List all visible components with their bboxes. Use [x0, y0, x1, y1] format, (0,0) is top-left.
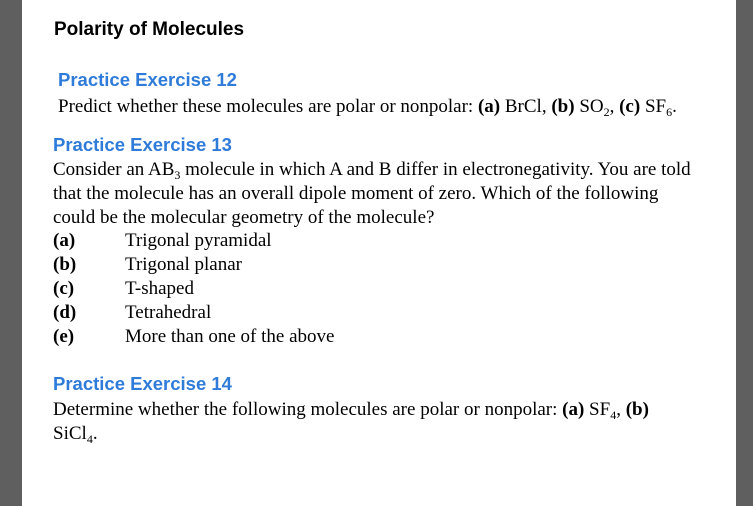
part-a-molecule: SF — [584, 399, 611, 420]
part-b-subscript: 4 — [86, 432, 93, 446]
exercise-13-title: Practice Exercise 13 — [53, 134, 232, 155]
option-text: More than one of the above — [125, 326, 335, 347]
exercise-12-question — [58, 95, 677, 119]
exercise-14-line-1 — [53, 398, 649, 422]
part-b-subscript: 2 — [603, 105, 610, 119]
option-text: Tetrahedral — [125, 302, 212, 323]
end-period: . — [92, 423, 98, 444]
part-a-molecule: BrCl, — [500, 96, 552, 117]
exercise-12-title: Practice Exercise 12 — [58, 69, 237, 90]
part-c-label: (c) — [619, 96, 641, 117]
part-c-molecule: SF — [640, 96, 667, 117]
option-label: (d) — [53, 302, 77, 323]
option-label: (e) — [53, 326, 75, 347]
exercise-14-line-2 — [53, 422, 98, 446]
option-label: (a) — [53, 230, 76, 251]
part-a-subscript: 4 — [610, 408, 617, 422]
ab-subscript: 3 — [174, 168, 181, 182]
page-title: Polarity of Molecules — [54, 19, 245, 40]
exercise-14-title: Practice Exercise 14 — [53, 373, 232, 394]
part-b-molecule: SO — [574, 96, 604, 117]
document-page — [22, 0, 736, 506]
option-label: (c) — [53, 278, 75, 299]
part-a-label: (a) — [562, 399, 585, 420]
separator: , — [616, 399, 626, 420]
part-b-label: (b) — [551, 96, 575, 117]
option-text: Trigonal pyramidal — [125, 230, 272, 251]
exercise-12-prefix: Predict whether these molecules are polar or nonpolar: — [58, 96, 478, 117]
exercise-13-line-3: could be the molecular geometry of the molecule? — [53, 207, 435, 228]
option-text: T-shaped — [125, 278, 194, 299]
option-text: Trigonal planar — [125, 254, 242, 275]
line-1-start: Consider an AB — [53, 159, 175, 180]
part-a-label: (a) — [477, 96, 501, 117]
option-label: (b) — [53, 254, 77, 275]
part-b-label: (b) — [625, 399, 649, 420]
line-1-end: molecule in which A and B differ in electronegativity. You are told — [180, 159, 691, 180]
part-b-molecule: SiCl — [53, 423, 87, 444]
exercise-13-line-1 — [53, 158, 691, 182]
end-period: . — [672, 96, 677, 117]
exercise-13-line-2: that the molecule has an overall dipole moment of zero. Which of the following — [53, 183, 659, 204]
exercise-14-prefix: Determine whether the following molecules are polar or nonpolar: — [53, 399, 563, 420]
part-c-subscript: 6 — [666, 105, 673, 119]
separator: , — [609, 96, 620, 117]
